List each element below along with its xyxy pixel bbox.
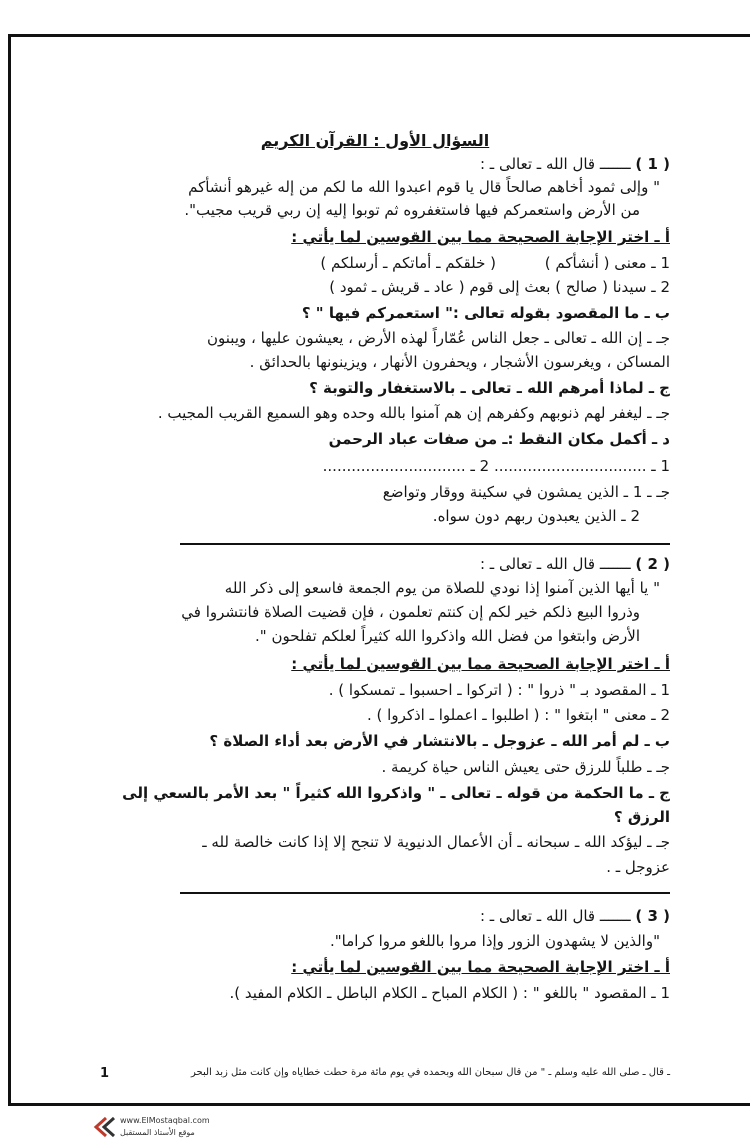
q2-c-answer-line-1: جـ ـ ليؤكد الله ـ سبحانه ـ أن الأعمال الدنيوية لا تنجح إلا إذا كانت خالصة لله ـ [202, 833, 670, 851]
logo-site-url: www.ElMostaqbal.com [120, 1116, 210, 1125]
q2-section-c-heading-line-1: ج ـ ما الحكمة من قوله ـ تعالى ـ " واذكروا الله كثيراً " بعد الأمر بالسعي إلى [122, 784, 670, 802]
q2-verse-line-1: " يا أيها الذين آمنوا إذا نودي للصلاة من يوم الجمعة فاسعو إلى ذكر الله [224, 579, 660, 597]
divider-rule [180, 543, 670, 545]
q2-section-a-heading: أ ـ اختر الإجابة الصحيحة مما بين القوسين لما يأتي : [291, 655, 670, 673]
q2-intro: ـــــــ قال الله ـ تعالى ـ : [479, 555, 631, 573]
q2-number: ( 2 ) [635, 555, 670, 573]
page-number: 1 [100, 1066, 110, 1081]
q2-verse-line-3: الأرض وابتغوا من فضل الله واذكروا الله كثيراً لعلكم تفلحون ". [255, 627, 640, 645]
q3-number: ( 3 ) [635, 907, 670, 925]
q1-header [80, 153, 670, 175]
q2-a-item-2: 2 ـ معنى " ابتغوا " : ( اطلبوا ـ اعملوا ـ اذكروا ) . [367, 706, 670, 724]
q2-a-item-1: 1 ـ المقصود بـ " ذروا " : ( اتركوا ـ احسبوا ـ تمسكوا ) . [328, 681, 670, 699]
q3-intro: ـــــــ قال الله ـ تعالى ـ : [479, 907, 631, 925]
site-logo [92, 1114, 232, 1142]
q1-verse-line-2: من الأرض واستعمركم فيها فاستغفروه ثم توبوا إليه إن ربي قريب مجيب". [184, 201, 640, 219]
q1-section-d-heading: د ـ أكمل مكان النقط :ـ من صفات عباد الرحمن [328, 430, 670, 448]
q1-d-answer-2: 2 ـ الذين يعبدون ربهم دون سواه. [432, 507, 640, 525]
q1-d-answer-1: جـ ـ 1 ـ الذين يمشون في سكينة ووقار وتواضع [382, 483, 670, 501]
q1-b-answer-line-1: جـ ـ إن الله ـ تعالى ـ جعل الناس عُمّاراً لهذه الأرض ، يعيشون عليها ، ويبنون [207, 329, 670, 347]
q1-number: ( 1 ) [635, 155, 670, 173]
q1-a1-question: 1 ـ معنى ( أنشأكم ) [544, 254, 670, 272]
chevron-logo-icon [92, 1116, 116, 1138]
q1-section-c-heading: ج ـ لماذا أمرهم الله ـ تعالى ـ بالاستغفار والتوبة ؟ [309, 379, 670, 397]
q3-header [80, 905, 670, 927]
q1-c-answer: جـ ـ ليغفر لهم ذنوبهم وكفرهم إن هم آمنوا بالله وحده وهو السميع القريب المجيب . [157, 404, 670, 422]
q1-section-b-heading: ب ـ ما المقصود بقوله تعالى :" استعمركم فيها " ؟ [301, 304, 670, 322]
q1-intro: ـــــــ قال الله ـ تعالى ـ : [479, 155, 631, 173]
q2-section-c-heading-line-2: الرزق ؟ [613, 808, 670, 826]
q1-b-answer-line-2: المساكن ، ويغرسون الأشجار ، ويحفرون الأنهار ، ويزينونها بالحدائق . [249, 353, 670, 371]
q1-verse-line-1: " وإلى ثمود أخاهم صالحاً قال يا قوم اعبدوا الله ما لكم من إله غيرهو أنشأكم [188, 178, 660, 196]
q2-b-answer: جـ ـ طلباً للرزق حتى يعيش الناس حياة كريمة . [381, 758, 670, 776]
footer-hadith-note: ـ قال ـ صلى الله عليه وسلم ـ " من قال سبحان الله وبحمده في يوم مائة مرة حطت خطاياه وإن كانت مثل زبد البحر [191, 1067, 670, 1078]
q2-c-answer-line-2: عزوجل ـ . [606, 858, 670, 876]
q2-section-b-heading: ب ـ لم أمر الله ـ عزوجل ـ بالانتشار في الأرض بعد أداء الصلاة ؟ [209, 732, 670, 750]
q3-section-a-heading: أ ـ اختر الإجابة الصحيحة مما بين القوسين لما يأتي : [291, 958, 670, 976]
q1-a1-choices: ( خلقكم ـ أماتكم ـ أرسلكم ) [320, 254, 496, 272]
page-title: السؤال الأول : القرآن الكريم [260, 131, 490, 150]
q1-a-item-1 [80, 252, 670, 274]
logo-tagline: موقع الأستاذ المستقبل [120, 1128, 195, 1137]
q1-d-blanks: 1 ـ ................................ 2 ـ .............................. [322, 457, 670, 475]
q2-header [80, 553, 670, 575]
q1-a-item-2: 2 ـ سيدنا ( صالح ) بعث إلى قوم ( عاد ـ قريش ـ ثمود ) [329, 278, 670, 296]
q1-section-a-heading: أ ـ اختر الإجابة الصحيحة مما بين القوسين لما يأتي : [291, 228, 670, 246]
q2-verse-line-2: وذروا البيع ذلكم خير لكم إن كنتم تعلمون ، فإن قضيت الصلاة فانتشروا في [181, 603, 640, 621]
q3-a-item-1: 1 ـ المقصود " باللغو " : ( الكلام المباح ـ الكلام الباطل ـ الكلام المفيد ). [229, 984, 670, 1002]
q3-verse-line-1: "والذين لا يشهدون الزور وإذا مروا باللغو مروا كراما". [330, 932, 660, 950]
divider-rule [180, 892, 670, 894]
